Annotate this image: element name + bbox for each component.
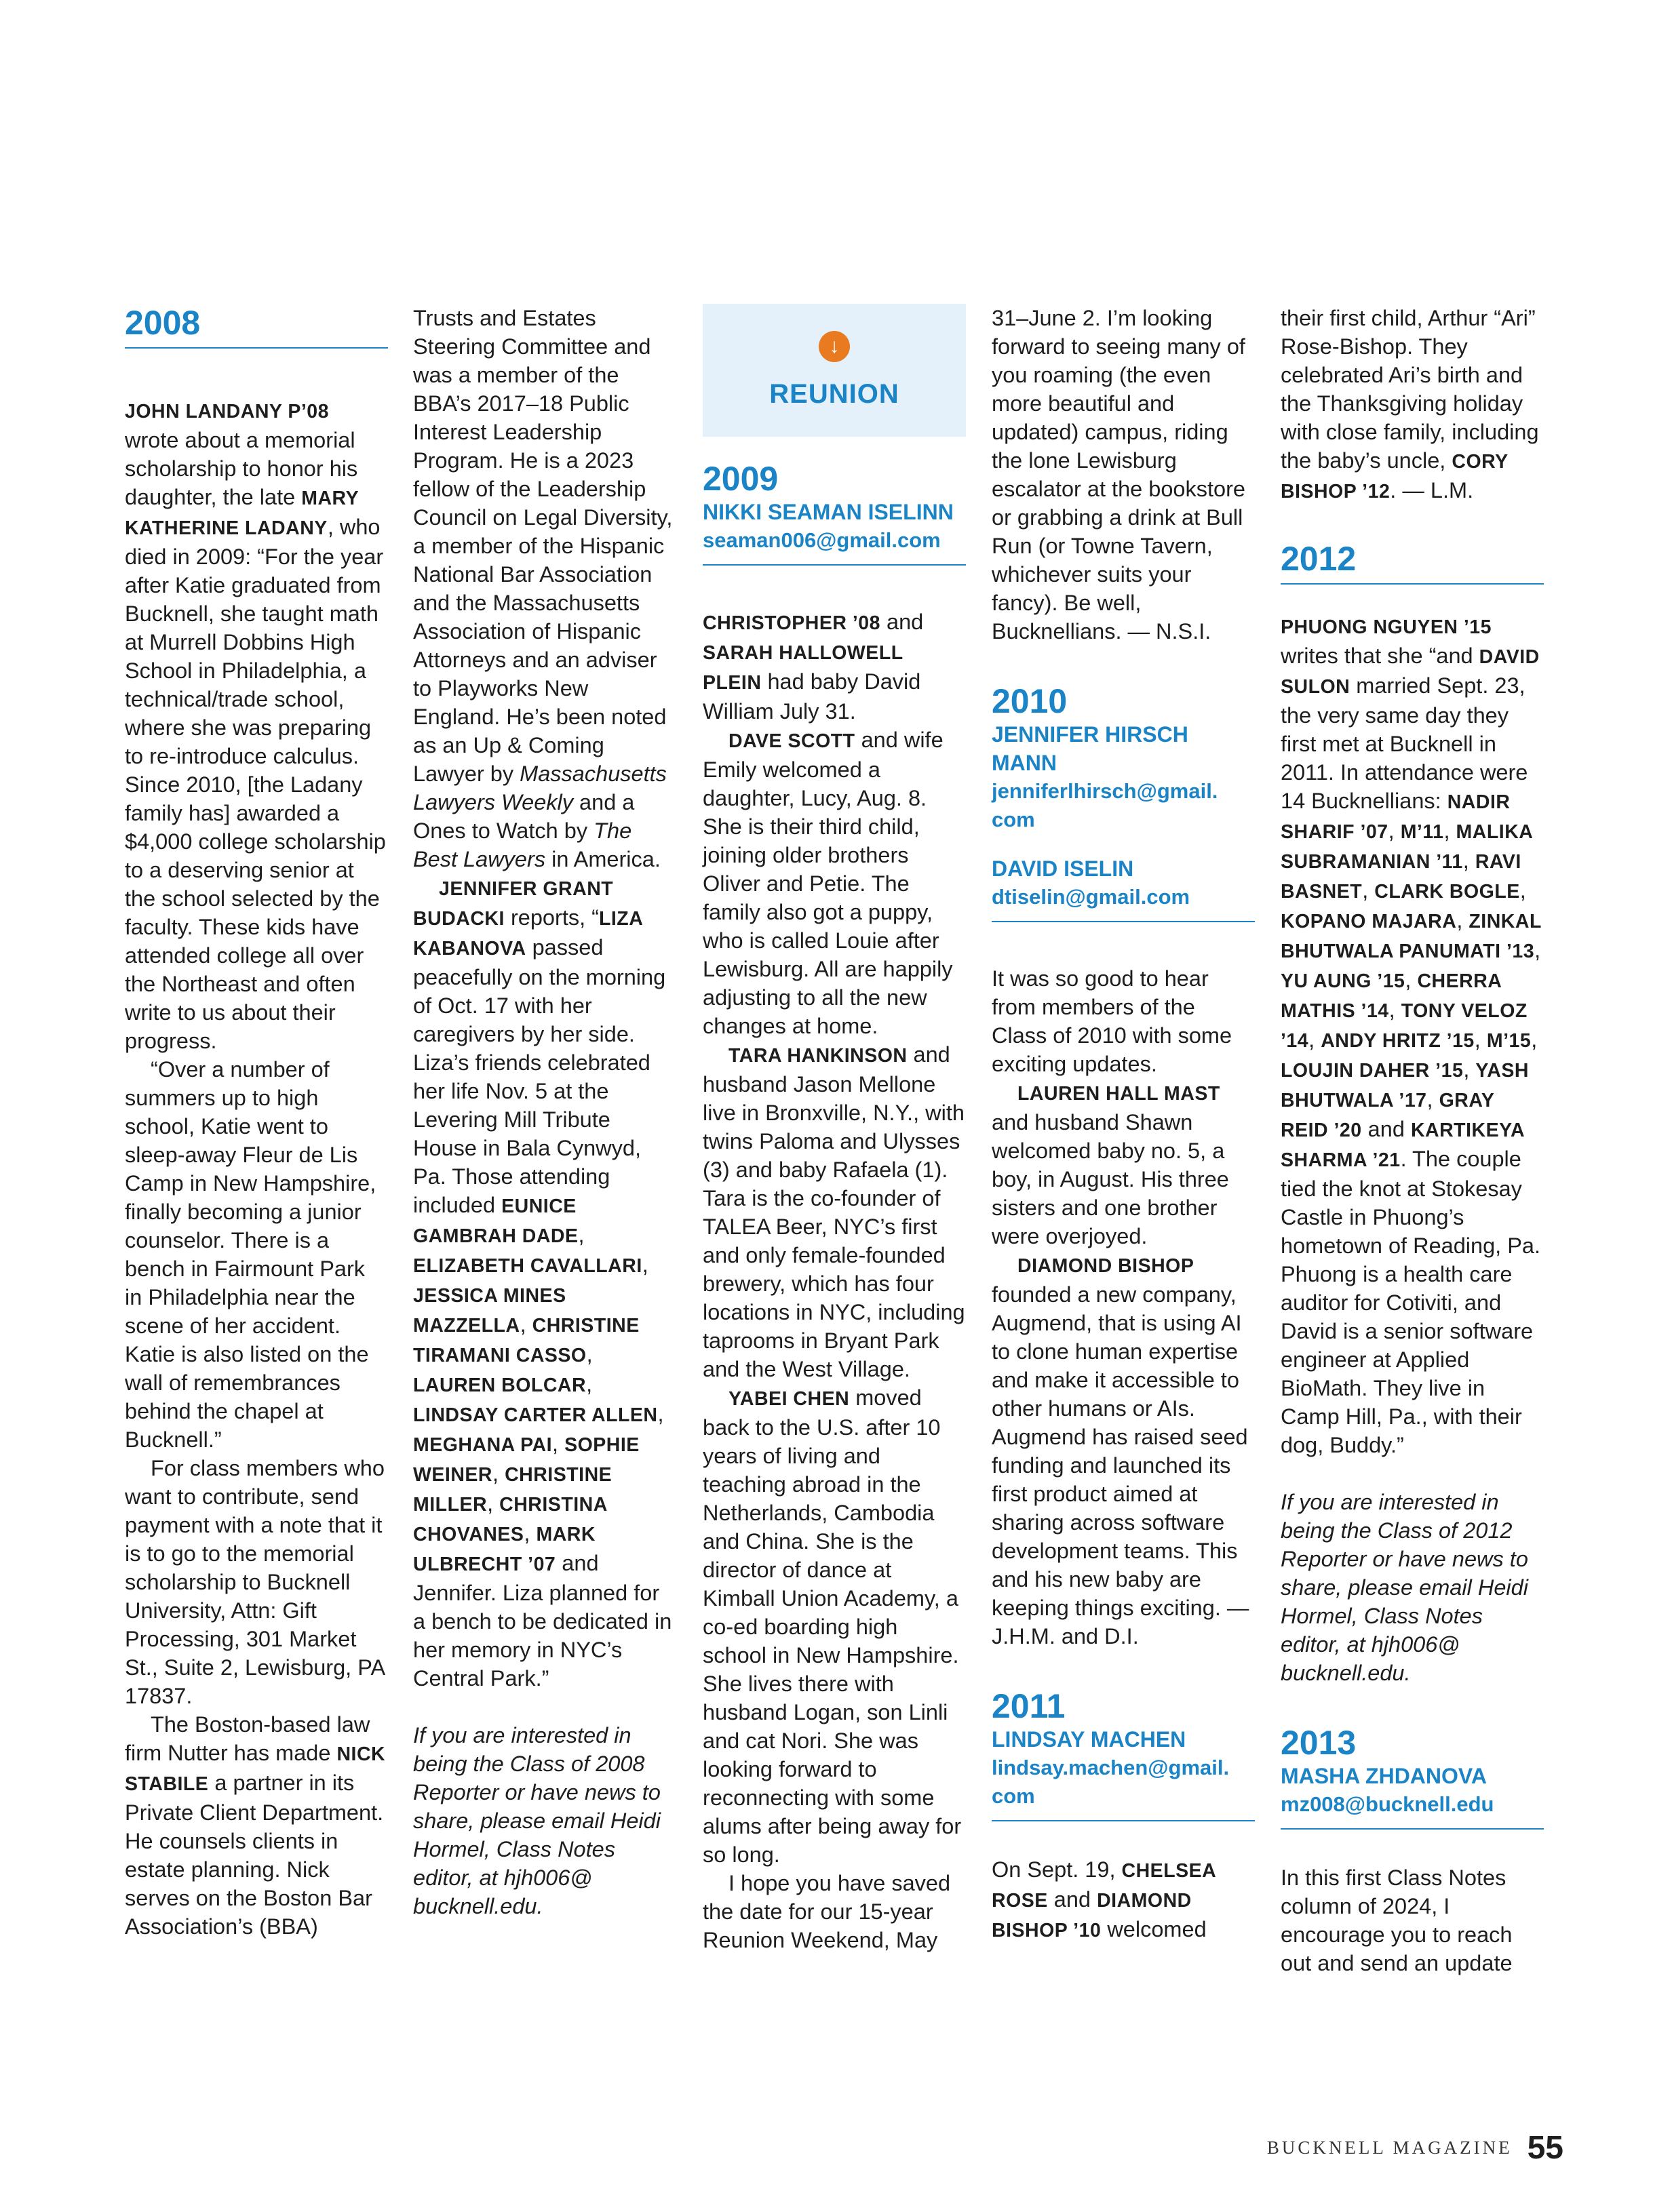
section-divider bbox=[1281, 583, 1544, 585]
class-reporter-name: NIKKI SEAMAN ISELINN bbox=[703, 500, 954, 524]
alumni-name: CHRISTINE TIRAMANI CASSO bbox=[413, 1315, 640, 1366]
alumni-name: DAVE SCOTT bbox=[728, 730, 855, 752]
arrow-down-icon: ↓ bbox=[819, 331, 850, 362]
section-divider bbox=[703, 564, 966, 566]
alumni-name: MALIKA SUBRAMANIAN ’11 bbox=[1281, 821, 1533, 873]
class-year-heading: 2013 bbox=[1281, 1724, 1357, 1762]
note-paragraph: DIAMOND BISHOP founded a new company, Augmend, that is using AI to clone human expertise and make it accessible to other humans or AIs. Augmend has raised seed funding and launched its first product aimed at sharing across software development teams. This and his new baby are keeping things exciting. — J.H.M. and D.I. bbox=[992, 1255, 1249, 1648]
class-year-heading: 2011 bbox=[992, 1687, 1066, 1725]
alumni-name: SOPHIE WEINER bbox=[413, 1434, 640, 1486]
note-paragraph: YABEI CHEN moved back to the U.S. after 10 years of living and teaching abroad in the Netherlands, Cambodia and China. She is the director of dance at Kimball Union Academy, a co-ed boarding high school in New Hampshire. She lives there with husband Logan, son Linli and cat Nori. She was looking forward to reconnecting with some alums after being away for so long. bbox=[703, 1385, 962, 1867]
note-paragraph: TARA HANKINSON and husband Jason Mellone live in Bronxville, N.Y., with twins Paloma and Ulysses (3) and baby Rafaela (1). Tara is the co-founder of TALEA Beer, NYC’s first and only female-founded brewery, which has four locations in NYC, including taprooms in Bryant Park and the West Village. bbox=[703, 1042, 965, 1381]
class-reporter-name: MASHA ZHDANOVA bbox=[1281, 1764, 1487, 1788]
alumni-name: KARTIKEYA SHARMA ’21 bbox=[1281, 1120, 1525, 1171]
reunion-label: REUNION bbox=[769, 379, 899, 409]
section-divider bbox=[992, 1820, 1255, 1821]
column-1 bbox=[125, 304, 388, 1941]
column-4 bbox=[992, 304, 1255, 1945]
alumni-name: NICK STABILE bbox=[125, 1743, 386, 1795]
note-paragraph: I hope you have saved the date for our 15-year Reunion Weekend, May bbox=[703, 1871, 951, 1952]
alumni-name: MARK ULBRECHT ’07 bbox=[413, 1524, 596, 1575]
note-paragraph: 31–June 2. I’m looking forward to seeing many of you roaming (the even more beautiful and updated) campus, riding the lone Lewisburg escalator at the bookstore or grabbing a drink at Bull Run (or Towne Tavern, whichever suits your fancy). Be well, Bucknellians. — N.S.I. bbox=[992, 306, 1245, 644]
alumni-name: LIZA KABANOVA bbox=[413, 908, 643, 960]
class-reporter-name: JENNIFER HIRSCH MANN bbox=[992, 722, 1188, 775]
alumni-name: M’11 bbox=[1400, 821, 1444, 843]
column-2 bbox=[413, 304, 676, 1920]
alumni-name: MEGHANA PAI bbox=[413, 1434, 552, 1456]
note-paragraph: For class members who want to contribute, send payment with a note that it is to go to the memorial scholarship to Bucknell University, Attn: Gift Processing, 301 Market St., Suite 2, Lewisburg, PA 17837. bbox=[125, 1456, 385, 1708]
alumni-name: M’15 bbox=[1486, 1030, 1532, 1052]
alumni-name: LOUJIN DAHER ’15 bbox=[1281, 1060, 1464, 1082]
alumni-name: CHELSEA ROSE bbox=[992, 1860, 1216, 1912]
note-paragraph: CHRISTOPHER ’08 and SARAH HALLOWELL PLEIN had baby David William July 31. bbox=[703, 610, 924, 724]
note-paragraph: On Sept. 19, CHELSEA ROSE and DIAMOND BISHOP ’10 welcomed bbox=[992, 1857, 1216, 1941]
reunion-banner bbox=[703, 304, 966, 437]
page-number: 55 bbox=[1527, 2130, 1563, 2166]
class-reporter-note: If you are interested in being the Class of 2012 Reporter or have news to share, please email Heidi Hormel, Class Notes editor, at hjh006@ bucknell.edu. bbox=[1281, 1490, 1528, 1685]
class-reporter-name: LINDSAY MACHEN bbox=[992, 1727, 1186, 1752]
note-paragraph: their first child, Arthur “Ari” Rose-Bishop. They celebrated Ari’s birth and the Thanksgiving holiday with close family, including the baby’s uncle, CORY BISHOP ’12. — L.M. bbox=[1281, 306, 1539, 502]
alumni-name: CHERRA MATHIS ’14 bbox=[1281, 970, 1502, 1022]
alumni-name: NADIR SHARIF ’07 bbox=[1281, 791, 1511, 843]
alumni-name: YU AUNG ’15 bbox=[1281, 970, 1405, 992]
alumni-name: CLARK BOGLE bbox=[1374, 881, 1520, 903]
alumni-name: ELIZABETH CAVALLARI bbox=[413, 1255, 642, 1277]
alumni-name: KOPANO MAJARA bbox=[1281, 911, 1457, 932]
alumni-name: DAVID SULON bbox=[1281, 646, 1540, 698]
alumni-name: LINDSAY CARTER ALLEN bbox=[413, 1404, 658, 1426]
alumni-name: JENNIFER GRANT BUDACKI bbox=[413, 878, 614, 930]
alumni-name: TARA HANKINSON bbox=[728, 1045, 908, 1067]
note-paragraph: Trusts and Estates Steering Committee and was a member of the BBA’s 2017–18 Public Interest Leadership Program. He is a 2023 fellow of the Leadership Council on Legal Diversity, a member of the Hispanic National Bar Association and the Massachusetts Association of Hispanic Attorneys and an adviser to Playworks New England. He’s been noted as an Up & Coming Lawyer by Massachusetts Lawyers Weekly and a Ones to Watch by The Best Lawyers in America. bbox=[413, 306, 673, 871]
class-year-heading: 2009 bbox=[703, 460, 779, 498]
alumni-name: RAVI BASNET bbox=[1281, 851, 1521, 903]
reporter-email-link[interactable]: dtiselin@gmail.com bbox=[992, 885, 1190, 909]
alumni-name: JOHN LANDANY P’08 bbox=[125, 401, 329, 422]
alumni-name: JESSICA MINES MAZZELLA bbox=[413, 1285, 566, 1337]
alumni-name: DIAMOND BISHOP ’10 bbox=[992, 1890, 1192, 1941]
section-divider bbox=[125, 347, 388, 349]
alumni-name: GRAY REID ’20 bbox=[1281, 1090, 1494, 1141]
alumni-name: ANDY HRITZ ’15 bbox=[1321, 1030, 1475, 1052]
class-reporter-name: DAVID ISELIN bbox=[992, 856, 1134, 881]
alumni-name: LAUREN BOLCAR bbox=[413, 1375, 587, 1396]
reporter-email-link[interactable]: jenniferlhirsch@gmail. com bbox=[992, 779, 1218, 831]
alumni-name: CHRISTINA CHOVANES bbox=[413, 1494, 607, 1545]
reporter-email-link[interactable]: lindsay.machen@gmail. com bbox=[992, 1756, 1230, 1808]
class-year-heading: 2008 bbox=[125, 304, 201, 342]
alumni-name: YASH BHUTWALA ’17 bbox=[1281, 1060, 1529, 1111]
note-paragraph: “Over a number of summers up to high school, Katie went to sleep-away Fleur de Lis Camp in New Hampshire, finally becoming a junior counselor. There is a bench in Fairmount Park in Philadelphia near the scene of her accident. Katie is also listed on the wall of remembrances behind the chapel at Bucknell.” bbox=[125, 1057, 376, 1452]
note-paragraph: JOHN LANDANY P’08 wrote about a memorial scholarship to honor his daughter, the late MARY KATHERINE LADANY, who died in 2009: “For the year after Katie graduated from Bucknell, she taught math at Murrell Dobbins High School in Philadelphia, a technical/trade school, where she was preparing to re-introduce calculus. Since 2010, [the Ladany family has] awarded a $4,000 college scholarship to a deserving senior at the school selected by the faculty. These kids have attended college all over the Northeast and often write to us about their progress. bbox=[125, 401, 386, 1053]
alumni-name: CHRISTINE MILLER bbox=[413, 1464, 612, 1516]
note-paragraph: PHUONG NGUYEN ’15 writes that she “and DAVID SULON married Sept. 23, the very same day they first met at Bucknell in 2011. In attendance were 14 Bucknellians: NADIR SHARIF ’07, M’11, MALIKA SUBRAMANIAN ’11, RAVI BASNET, CLARK BOGLE, KOPANO MAJARA, ZINKAL BHUTWALA PANUMATI ’13, YU AUNG ’15, CHERRA MATHIS ’14, TONY VELOZ ’14, ANDY HRITZ ’15, M’15, LOUJIN DAHER ’15, YASH BHUTWALA ’17, GRAY REID ’20 and KARTIKEYA SHARMA ’21. The couple tied the knot at Stokesay Castle in Phuong’s hometown of Reading, Pa. Phuong is a health care auditor for Cotiviti, and David is a senior software engineer at Applied BioMath. They live in Camp Hill, Pa., with their dog, Buddy.” bbox=[1281, 616, 1542, 1457]
alumni-name: LAUREN HALL MAST bbox=[1017, 1083, 1220, 1105]
alumni-name: MARY KATHERINE LADANY bbox=[125, 488, 359, 539]
publication-title: The Best Lawyers bbox=[413, 818, 632, 871]
magazine-name: BUCKNELL MAGAZINE bbox=[1266, 2137, 1513, 2158]
note-paragraph: In this first Class Notes column of 2024, I encourage you to reach out and send an update bbox=[1281, 1865, 1513, 1975]
class-year-heading: 2010 bbox=[992, 682, 1068, 720]
reporter-email-link[interactable]: seaman006@gmail.com bbox=[703, 528, 941, 552]
column-3 bbox=[703, 304, 966, 1954]
note-paragraph: LAUREN HALL MAST and husband Shawn welcomed baby no. 5, a boy, in August. His three sisters and one brother were overjoyed. bbox=[992, 1083, 1229, 1248]
note-paragraph: JENNIFER GRANT BUDACKI reports, “LIZA KABANOVA passed peacefully on the morning of Oct. 17 with her caregivers by her side. Liza’s friends celebrated her life Nov. 5 at the Levering Mill Tribute House in Bala Cynwyd, Pa. Those attending included EUNICE GAMBRAH DADE, ELIZABETH CAVALLARI, JESSICA MINES MAZZELLA, CHRISTINE TIRAMANI CASSO, LAUREN BOLCAR, LINDSAY CARTER ALLEN, MEGHANA PAI, SOPHIE WEINER, CHRISTINE MILLER, CHRISTINA CHOVANES, MARK ULBRECHT ’07 and Jennifer. Liza planned for a bench to be dedicated in her memory in NYC’s Central Park.” bbox=[413, 878, 672, 1691]
reporter-email-link[interactable]: mz008@bucknell.edu bbox=[1281, 1792, 1494, 1816]
section-divider bbox=[1281, 1828, 1544, 1830]
alumni-name: CORY BISHOP ’12 bbox=[1281, 451, 1509, 502]
alumni-name: TONY VELOZ ’14 bbox=[1281, 1000, 1528, 1052]
note-paragraph: It was so good to hear from members of the Class of 2010 with some exciting updates. bbox=[992, 966, 1232, 1076]
note-paragraph: DAVE SCOTT and wife Emily welcomed a daughter, Lucy, Aug. 8. She is their third child, joining older brothers Oliver and Petie. The family also got a puppy, who is called Louie after Lewisburg. All are happily adjusting to all the new changes at home. bbox=[703, 728, 953, 1038]
alumni-name: YABEI CHEN bbox=[728, 1388, 850, 1410]
alumni-name: DIAMOND BISHOP bbox=[1017, 1255, 1194, 1277]
class-year-heading: 2012 bbox=[1281, 540, 1357, 578]
class-reporter-note: If you are interested in being the Class of 2008 Reporter or have news to share, please email Heidi Hormel, Class Notes editor, at hjh006@ bucknell.edu. bbox=[413, 1723, 661, 1918]
alumni-name: EUNICE GAMBRAH DADE bbox=[413, 1196, 579, 1247]
alumni-name: CHRISTOPHER ’08 bbox=[703, 612, 880, 634]
alumni-name: ZINKAL BHUTWALA PANUMATI ’13 bbox=[1281, 911, 1542, 962]
section-divider bbox=[992, 921, 1255, 922]
page-footer bbox=[1267, 2129, 1563, 2167]
column-5 bbox=[1281, 304, 1544, 1977]
note-paragraph: The Boston-based law firm Nutter has made NICK STABILE a partner in its Private Client Department. He counsels clients in estate planning. Nick serves on the Boston Bar Association’s (BBA) bbox=[125, 1712, 386, 1939]
alumni-name: PHUONG NGUYEN ’15 bbox=[1281, 616, 1492, 638]
publication-title: Massachusetts Lawyers Weekly bbox=[413, 762, 667, 814]
alumni-name: SARAH HALLOWELL PLEIN bbox=[703, 642, 903, 694]
